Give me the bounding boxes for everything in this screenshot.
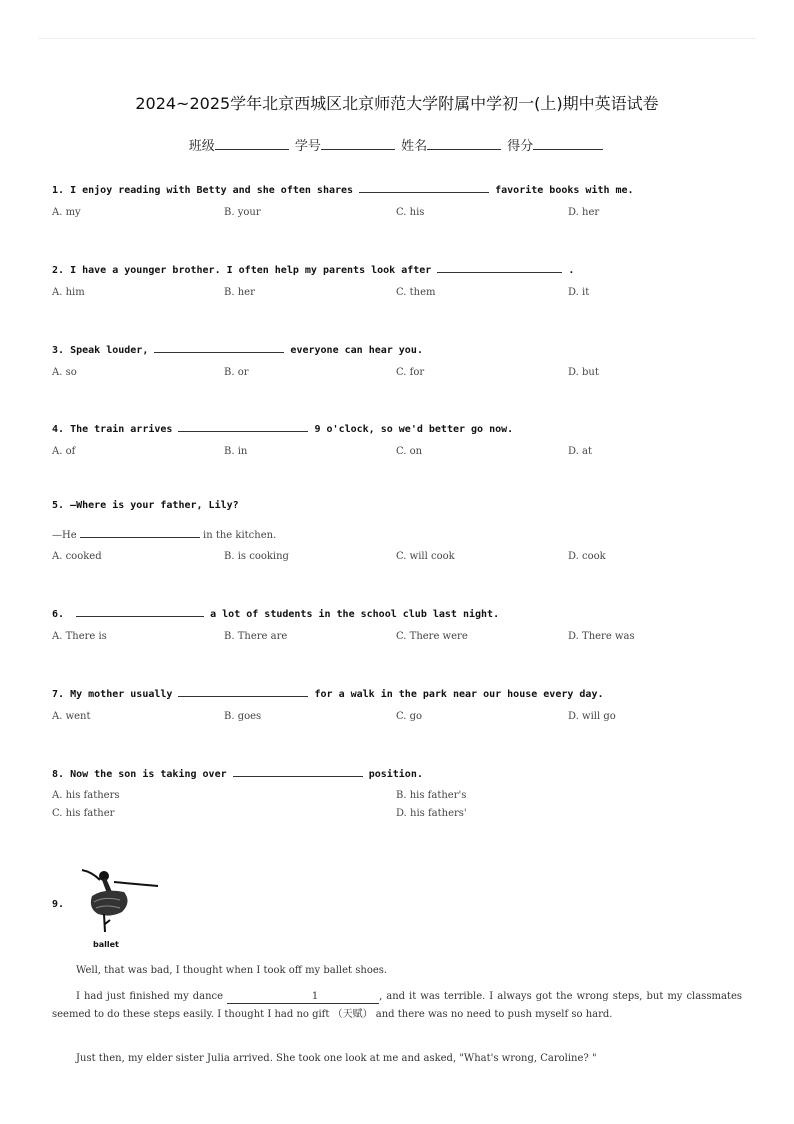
question-7	[52, 685, 603, 700]
passage-text: , and it was terrible. I always got the wrong steps, but my classmates seemed to do these steps easily. I thought I had no gift （天赋） and there was no need to push myself so hard.	[52, 991, 742, 1020]
question-text: —He	[52, 530, 77, 541]
option-a[interactable]: A. him	[52, 287, 85, 298]
option-c[interactable]: C. on	[396, 446, 423, 457]
question-text: everyone can hear you.	[290, 345, 423, 356]
option-a[interactable]: A. of	[52, 446, 76, 457]
question-text: position.	[368, 769, 423, 780]
option-b[interactable]: B. or	[224, 367, 249, 378]
question-5	[52, 500, 239, 511]
question-text: for a walk in the park near our house every day.	[314, 689, 604, 700]
option-c[interactable]: C. them	[396, 287, 436, 298]
question-number: 8.	[52, 769, 65, 780]
info-name-label: 姓名	[401, 139, 428, 154]
question-number: 6.	[52, 609, 65, 620]
question-number: 3.	[52, 345, 65, 356]
passage-paragraph-3: Just then, my elder sister Julia arrived. She took one look at me and asked, "What's wrong, Caroline? "	[76, 1053, 597, 1064]
passage-paragraph-2	[52, 988, 742, 1024]
option-a[interactable]: A. my	[52, 207, 81, 218]
option-b[interactable]: B. your	[224, 207, 261, 218]
option-c[interactable]: C. There were	[396, 631, 468, 642]
question-text: 9 o'clock, so we'd better go now.	[314, 424, 514, 435]
student-info	[0, 135, 794, 154]
question-number: 4.	[52, 424, 65, 435]
answer-blank[interactable]	[437, 261, 562, 273]
option-a[interactable]: A. cooked	[52, 551, 102, 562]
ballet-image-caption: ballet	[93, 940, 119, 949]
info-id-blank[interactable]	[321, 136, 395, 150]
question-1	[52, 181, 634, 196]
question-text: I have a younger brother. I often help my parents look after	[70, 265, 432, 276]
option-b[interactable]: B. is cooking	[224, 551, 289, 562]
question-5-line2	[52, 526, 276, 541]
option-a[interactable]: A. so	[52, 367, 77, 378]
question-6	[52, 605, 499, 620]
option-b[interactable]: B. goes	[224, 711, 262, 722]
option-d[interactable]: D. his fathers'	[396, 808, 467, 819]
question-8	[52, 765, 423, 780]
option-c[interactable]: C. for	[396, 367, 425, 378]
top-rule	[38, 38, 756, 39]
question-number: 1.	[52, 185, 65, 196]
info-class-blank[interactable]	[215, 136, 289, 150]
answer-blank[interactable]	[76, 605, 204, 617]
option-d[interactable]: D. will go	[568, 711, 616, 722]
ballet-dancer-image	[74, 862, 164, 950]
option-a[interactable]: A. There is	[52, 631, 107, 642]
passage-text: I had just finished my dance	[76, 991, 224, 1002]
question-text: Now the son is taking over	[70, 769, 227, 780]
question-3	[52, 341, 423, 356]
question-text: a lot of students in the school club last night.	[210, 609, 500, 620]
passage-blank-1[interactable]: 1	[227, 991, 379, 1004]
option-a[interactable]: A. his fathers	[52, 790, 120, 801]
info-score-label: 得分	[507, 139, 534, 154]
option-d[interactable]: D. her	[568, 207, 600, 218]
passage-paragraph-1: Well, that was bad, I thought when I took off my ballet shoes.	[76, 965, 388, 976]
question-text: in the kitchen.	[203, 530, 277, 541]
option-d[interactable]: D. at	[568, 446, 592, 457]
option-b[interactable]: B. his father's	[396, 790, 467, 801]
answer-blank[interactable]	[359, 181, 489, 193]
option-a[interactable]: A. went	[52, 711, 91, 722]
answer-blank[interactable]	[233, 765, 363, 777]
question-4	[52, 420, 513, 435]
question-text: .	[568, 265, 575, 276]
question-9-number: 9.	[52, 899, 65, 910]
answer-blank[interactable]	[154, 341, 284, 353]
option-d[interactable]: D. There was	[568, 631, 635, 642]
question-2	[52, 261, 574, 276]
option-d[interactable]: D. but	[568, 367, 599, 378]
answer-blank[interactable]	[178, 420, 308, 432]
question-number: 7.	[52, 689, 65, 700]
option-b[interactable]: B. in	[224, 446, 248, 457]
option-d[interactable]: D. cook	[568, 551, 606, 562]
info-score-blank[interactable]	[533, 136, 603, 150]
option-d[interactable]: D. it	[568, 287, 590, 298]
answer-blank[interactable]	[80, 526, 200, 538]
question-text: favorite books with me.	[495, 185, 634, 196]
answer-blank[interactable]	[178, 685, 308, 697]
question-text: —Where is your father, Lily?	[70, 500, 239, 511]
option-c[interactable]: C. his	[396, 207, 425, 218]
option-c[interactable]: C. his father	[52, 808, 115, 819]
option-c[interactable]: C. will cook	[396, 551, 455, 562]
info-name-blank[interactable]	[427, 136, 501, 150]
option-b[interactable]: B. her	[224, 287, 255, 298]
question-text: Speak louder,	[70, 345, 149, 356]
option-b[interactable]: B. There are	[224, 631, 288, 642]
option-c[interactable]: C. go	[396, 711, 423, 722]
question-number: 5.	[52, 500, 65, 511]
question-text: My mother usually	[70, 689, 173, 700]
info-id-label: 学号	[294, 139, 321, 154]
question-text: The train arrives	[70, 424, 173, 435]
info-class-label: 班级	[188, 139, 215, 154]
question-text: I enjoy reading with Betty and she often shares	[70, 185, 354, 196]
question-number: 2.	[52, 265, 65, 276]
page-title: 2024~2025学年北京西城区北京师范大学附属中学初一(上)期中英语试卷	[135, 94, 659, 113]
